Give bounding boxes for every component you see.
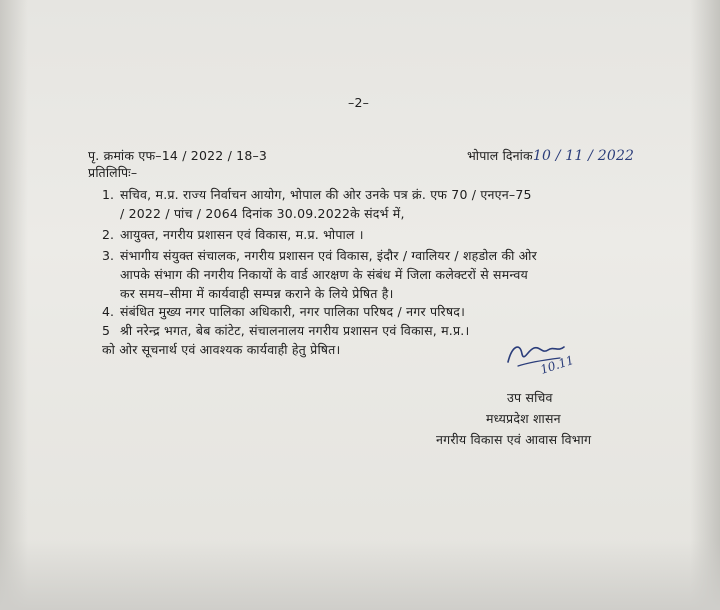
- item-line: आयुक्त, नगरीय प्रशासन एवं विकास, म.प्र. भोपाल ।: [120, 227, 364, 242]
- page-number: –2–: [348, 95, 370, 110]
- signature-scribble: [498, 332, 588, 378]
- item-number: 3.: [102, 248, 114, 263]
- signatory-department: नगरीय विकास एवं आवास विभाग: [436, 432, 592, 447]
- item-number: 4.: [102, 304, 114, 319]
- item-line: सचिव, म.प्र. राज्य निर्वाचन आयोग, भोपाल की ओर उनके पत्र क्रं. एफ 70 / एनएन–75: [120, 187, 532, 202]
- page-shadow-left: [0, 0, 28, 610]
- place-date-label: भोपाल दिनांक: [467, 148, 533, 163]
- item-line: संबंधित मुख्य नगर पालिका अधिकारी, नगर पालिका परिषद / नगर परिषद।: [120, 304, 466, 319]
- signatory-designation: उप सचिव: [507, 390, 553, 405]
- reference-number: पृ. क्रमांक एफ–14 / 2022 / 18–3: [88, 148, 268, 163]
- signature-date-note: 10.11: [538, 352, 576, 377]
- item-line: कर समय–सीमा में कार्यवाही सम्पन्न कराने के लिये प्रेषित है।: [120, 286, 394, 301]
- item-line: आपके संभाग की नगरीय निकायों के वार्ड आरक्षण के संबंध में जिला कलेक्टरों से समन्वय: [120, 267, 528, 282]
- item-number: 5: [102, 323, 110, 338]
- copy-heading: प्रतिलिपिः–: [88, 165, 138, 180]
- item-line: / 2022 / पांच / 2064 दिनांक 30.09.2022के संदर्भ में,: [120, 206, 405, 221]
- page-shadow-bottom: [0, 540, 720, 610]
- item-line: श्री नरेन्द्र भगत, बेब कांटेट, संचालनालय नगरीय प्रशासन एवं विकास, म.प्र.।: [120, 323, 470, 338]
- signatory-government: मध्यप्रदेश शासन: [486, 411, 561, 426]
- place-date: [467, 148, 634, 164]
- item-number: 1.: [102, 187, 114, 202]
- page-shadow-right: [690, 0, 720, 610]
- closing-line: को ओर सूचनार्थ एवं आवश्यक कार्यवाही हेतु प्रेषित।: [102, 342, 341, 357]
- handwritten-date: 10 / 11 / 2022: [532, 148, 635, 164]
- handwritten-signature: [498, 332, 588, 378]
- item-number: 2.: [102, 227, 114, 242]
- item-line: संभागीय संयुक्त संचालक, नगरीय प्रशासन एवं विकास, इंदौर / ग्वालियर / शहडोल की ओर: [120, 248, 537, 263]
